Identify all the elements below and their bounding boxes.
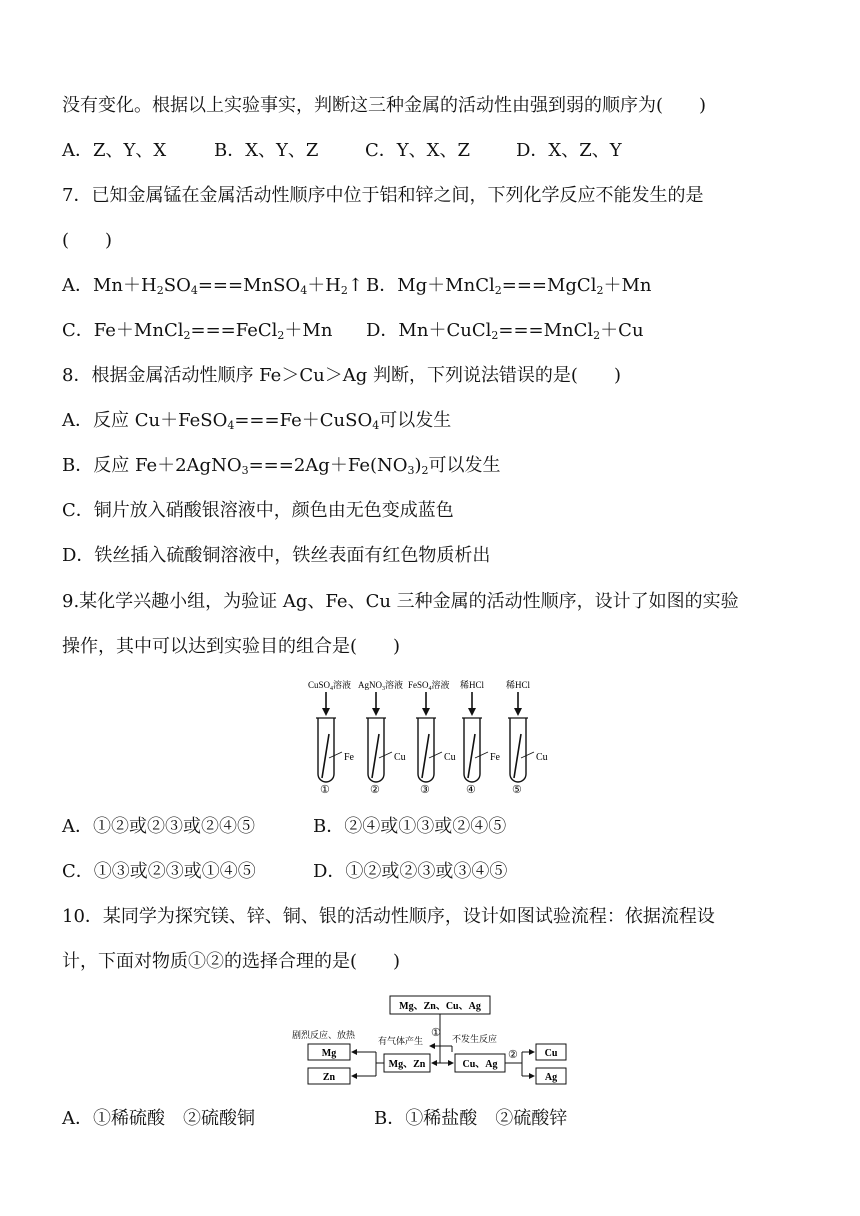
q9-option-a[interactable]: A．①②或②③或②④⑤ bbox=[62, 816, 255, 837]
svg-text:Cu: Cu bbox=[444, 752, 456, 763]
q10-option-a[interactable]: A．①稀硫酸 ②硫酸铜 bbox=[62, 1108, 255, 1129]
svg-text:Cu: Cu bbox=[536, 752, 548, 763]
svg-text:AgNO3溶液: AgNO$_3$溶液 bbox=[358, 680, 404, 692]
q6-stem-continuation: 没有变化。根据以上实验事实，判断这三种金属的活动性由强到弱的顺序为( ) bbox=[62, 95, 707, 116]
flow-box-zn bbox=[308, 1068, 350, 1084]
svg-text:⑤: ⑤ bbox=[512, 784, 522, 796]
q10-flow-diagram bbox=[290, 994, 580, 1088]
q9-stem-line2: 操作，其中可以达到实验目的组合是( ) bbox=[62, 636, 401, 657]
svg-text:Mg、Zn、Cu、Ag: Mg、Zn、Cu、Ag bbox=[399, 1001, 481, 1012]
svg-text:Cu、Ag: Cu、Ag bbox=[462, 1059, 498, 1070]
q7-stem: 7．已知金属锰在金属活动性顺序中位于铝和锌之间，下列化学反应不能发生的是 bbox=[62, 185, 704, 206]
q7-option-c[interactable]: C．Fe＋MnCl$_2$===FeCl$_2$＋Mn bbox=[62, 320, 333, 342]
q10-stem-line2: 计，下面对物质①②的选择合理的是( ) bbox=[62, 951, 401, 972]
q9-option-c[interactable]: C．①③或②③或①④⑤ bbox=[62, 861, 256, 882]
q8-option-b[interactable]: B．反应 $Fe+2AgNO_3===2Ag+Fe(NO_3)_2$可以发生 bbox=[62, 455, 501, 477]
flow-box-mg-zn bbox=[384, 1054, 430, 1072]
q6-option-c[interactable]: C．Y、X、Z bbox=[365, 140, 470, 161]
svg-text:Cu: Cu bbox=[544, 1048, 558, 1059]
q8-option-d[interactable]: D．铁丝插入硫酸铜溶液中，铁丝表面有红色物质析出 bbox=[62, 545, 491, 566]
flow-step-1-label: ① bbox=[431, 1027, 441, 1039]
flow-gas-label: 有气体产生 bbox=[378, 1036, 424, 1046]
svg-text:CuSO4溶液: CuSO$_4$溶液 bbox=[308, 680, 352, 692]
q9-option-b[interactable]: B．②④或①③或②④⑤ bbox=[313, 816, 507, 837]
svg-text:稀HCl: 稀HCl bbox=[506, 680, 531, 690]
flow-box-cu bbox=[536, 1044, 566, 1060]
svg-text:Fe: Fe bbox=[490, 752, 500, 763]
q8-option-a[interactable]: A．反应 Cu＋FeSO$_4$===Fe＋CuSO$_4$可以发生 bbox=[62, 410, 452, 432]
svg-text:③: ③ bbox=[420, 784, 430, 796]
q6-option-d[interactable]: D．X、Z、Y bbox=[516, 140, 622, 161]
q8-stem: 8．根据金属活动性顺序 Fe＞Cu＞Ag 判断，下列说法错误的是( ) bbox=[62, 365, 621, 386]
svg-text:Cu: Cu bbox=[394, 752, 406, 763]
q8-option-c[interactable]: C．铜片放入硝酸银溶液中，颜色由无色变成蓝色 bbox=[62, 500, 454, 521]
svg-text:Mg: Mg bbox=[321, 1048, 337, 1059]
flow-box-all-metals bbox=[390, 996, 490, 1014]
test-tube-4 bbox=[460, 679, 501, 796]
q9-test-tube-figure bbox=[300, 676, 560, 798]
q6-option-a[interactable]: A．Z、Y、X bbox=[62, 140, 167, 161]
svg-text:①: ① bbox=[320, 784, 330, 796]
q10-option-b[interactable]: B．①稀盐酸 ②硫酸锌 bbox=[374, 1108, 568, 1129]
q7-option-d[interactable]: D．Mn＋CuCl$_2$===MnCl$_2$＋Cu bbox=[366, 320, 644, 342]
q7-option-a[interactable]: A．$Mn+H_2SO_4===MnSO_4+H_2↑$ bbox=[62, 275, 363, 297]
q7-answer-paren: ( ) bbox=[62, 230, 113, 251]
svg-text:Ag: Ag bbox=[544, 1072, 558, 1083]
flow-no-reaction-label: 不发生反应 bbox=[452, 1034, 498, 1044]
svg-text:稀HCl: 稀HCl bbox=[460, 680, 485, 690]
flow-box-mg bbox=[308, 1044, 350, 1060]
q7-option-b[interactable]: B．Mg＋MnCl$_2$===MgCl$_2$＋Mn bbox=[366, 275, 652, 297]
q10-stem: 10．某同学为探究镁、锌、铜、银的活动性顺序，设计如图试验流程：依据流程设 bbox=[62, 906, 715, 927]
svg-text:Fe: Fe bbox=[344, 752, 354, 763]
svg-text:FeSO4溶液: FeSO$_4$溶液 bbox=[408, 680, 450, 692]
test-tube-1 bbox=[308, 679, 355, 796]
test-tube-5 bbox=[506, 679, 548, 796]
q9-stem: 9.某化学兴趣小组，为验证 Ag、Fe、Cu 三种金属的活动性顺序，设计了如图的实验 bbox=[62, 591, 739, 612]
test-tube-3 bbox=[408, 679, 456, 796]
svg-text:④: ④ bbox=[466, 784, 476, 796]
flow-step-2-label: ② bbox=[508, 1049, 518, 1061]
flow-violent-label: 剧烈反应、放热 bbox=[292, 1030, 356, 1040]
test-tube-2 bbox=[358, 679, 406, 796]
flow-box-cu-ag bbox=[455, 1054, 505, 1072]
svg-text:Zn: Zn bbox=[322, 1072, 336, 1083]
flow-box-ag bbox=[536, 1068, 566, 1084]
svg-text:Mg、Zn: Mg、Zn bbox=[388, 1059, 426, 1070]
svg-text:②: ② bbox=[370, 784, 380, 796]
q9-option-d[interactable]: D．①②或②③或③④⑤ bbox=[313, 861, 508, 882]
q6-option-b[interactable]: B．X、Y、Z bbox=[214, 140, 319, 161]
